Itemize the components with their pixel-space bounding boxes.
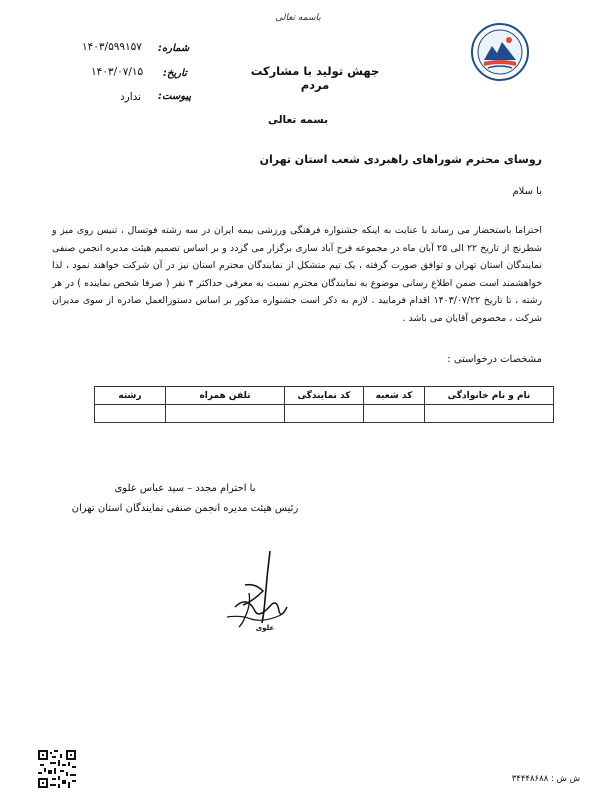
table-cell <box>364 405 425 423</box>
requirements-label: مشخصات درخواستی : <box>447 354 542 365</box>
header-mobile: تلفن همراه <box>166 387 285 405</box>
number-value: ۱۴۰۳/۵۹۹۱۵۷ <box>82 41 142 53</box>
closing-line: با احترام مجدد – سید عباس علوی <box>114 483 256 494</box>
number-label: شماره: <box>158 43 190 54</box>
signed-name: علوی <box>255 624 275 632</box>
letter-invocation: بسمه تعالی <box>267 114 329 126</box>
handwritten-signature <box>215 545 305 635</box>
header-full-name: نام و نام خانوادگی <box>425 387 554 405</box>
table-header-row <box>95 387 554 405</box>
date-value: ۱۴۰۳/۰۷/۱۵ <box>91 66 144 78</box>
attachment-value: ندارد <box>120 91 142 103</box>
table-cell <box>95 405 166 423</box>
letter-body: احتراما باستحضار می رساند با عنایت به اینکه جشنواره فرهنگی ورزشی بیمه ایران در سه رشته فوتسال ، تنیس روی میز و شطرنج از تاریخ ۲۲ الی ۲۵ آبان ماه در مجموعه فرح آباد ساری برگزار می گردد و بر اساس تصمیم هیئت مدیره انجمن صنفی نمایندگان استان تهران و توافق صورت گرفته ، یک تیم متشکل از نمایندگان محترم استان نیز در آن شرکت خواهند نمود ، لذا خواهشمند است ضمن اطلاع رسانی موضوع به نمایندگان محترم نسبت به معرفی حداکثر ۴ نفر ( صرفا شخص نماینده ) در هر رشته ، تا تاریخ ۱۴۰۳/۰۷/۲۲ اقدام فرمایید . لازم به ذکر است جشنواره مذکور بر اساس دستورالعمل صادره از سوی مدیران شرکت ، مخصوص آقایان می باشد . <box>52 225 542 324</box>
table-row <box>95 405 554 423</box>
table-cell <box>285 405 364 423</box>
motto: جهش تولید با مشارکت مردم <box>250 64 380 92</box>
addressee: روسای محترم شوراهای راهبردی شعب استان تهران <box>259 153 542 166</box>
table-cell <box>425 405 554 423</box>
qr-code <box>38 750 76 788</box>
requirements-table <box>94 386 554 423</box>
header-discipline: رشته <box>95 387 166 405</box>
table-cell <box>166 405 285 423</box>
signer-title: رئیس هیئت مدیره انجمن صنفی نمایندگان استان تهران <box>71 503 299 514</box>
header-agency-code: کد نمایندگی <box>285 387 364 405</box>
bimeh-iran-logo <box>470 22 530 82</box>
greeting: با سلام <box>512 186 542 197</box>
attachment-label: پیوست: <box>158 91 192 102</box>
footer-code: ش ش : ۳۴۴۴۸۶۸۸ <box>511 774 580 784</box>
top-invocation: باسمه تعالی <box>275 13 321 23</box>
header-branch-code: کد شعبه <box>364 387 425 405</box>
date-label: تاریخ: <box>163 68 187 79</box>
